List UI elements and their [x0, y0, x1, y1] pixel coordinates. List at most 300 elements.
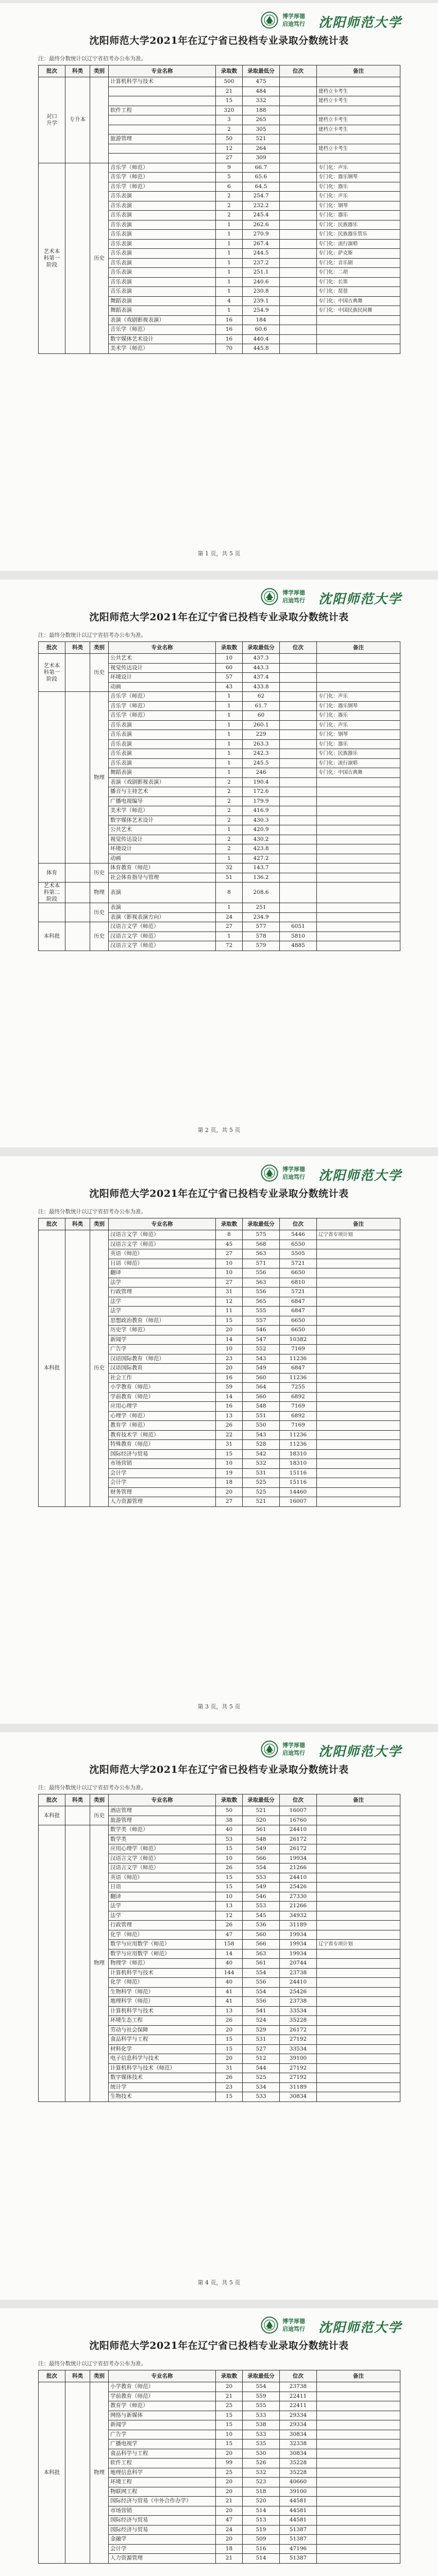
major-name-cell: 软件工程 — [109, 2459, 216, 2468]
admitted-count-cell: 15 — [216, 2035, 243, 2045]
document-note: 注：最终分数统计以辽宁省招考办公布为准。 — [38, 632, 146, 638]
subject-cell: 物理 — [90, 883, 109, 903]
rank-cell — [280, 192, 317, 201]
rank-cell: 47196 — [280, 2544, 317, 2554]
min-score-cell: 516 — [243, 2544, 280, 2554]
admitted-count-cell: 26 — [216, 1421, 243, 1431]
university-logo — [261, 1164, 411, 1183]
admitted-count-cell: 14 — [216, 1392, 243, 1402]
major-name-cell: 音乐表演 — [109, 277, 216, 287]
admitted-count-cell: 26 — [216, 1863, 243, 1873]
min-score-cell: 267.4 — [243, 239, 280, 249]
subject-cell: 历史 — [90, 922, 109, 951]
admitted-count-cell: 1 — [216, 720, 243, 730]
major-name-cell: 舞蹈表演 — [109, 306, 216, 316]
rank-cell: 20744 — [280, 1959, 317, 1969]
rank-cell — [280, 106, 317, 115]
remark-cell — [317, 1430, 400, 1440]
min-score-cell: 443.3 — [243, 663, 280, 673]
min-score-cell: 557 — [243, 1316, 280, 1326]
admitted-count-cell: 20 — [216, 2449, 243, 2459]
rank-cell — [280, 163, 317, 173]
min-score-cell: 568 — [243, 1240, 280, 1249]
rank-cell: 7169 — [280, 1345, 317, 1354]
min-score-cell: 549 — [243, 1883, 280, 1892]
admitted-count-cell: 1 — [216, 854, 243, 863]
admitted-count-cell: 1 — [216, 903, 243, 913]
min-score-cell: 546 — [243, 1892, 280, 1902]
admitted-count-cell: 59 — [216, 1383, 243, 1393]
admitted-count-cell: 158 — [216, 1940, 243, 1950]
admitted-count-cell: 31 — [216, 2063, 243, 2073]
remark-cell — [317, 1364, 400, 1374]
remark-cell: 专门化：声乐 — [317, 192, 400, 201]
major-name-cell: 播音与主持艺术 — [109, 787, 216, 797]
major-name-cell: 广告学 — [109, 2430, 216, 2439]
rank-cell — [280, 654, 317, 664]
document-title: 沈阳师范大学2021年在辽宁省已投档专业录取分数统计表 — [89, 35, 349, 46]
remark-cell: 专门化：民族器乐管乐 — [317, 230, 400, 240]
column-header: 录取数 — [216, 1794, 243, 1806]
rank-cell: 7169 — [280, 1402, 317, 1412]
admitted-count-cell: 47 — [216, 1930, 243, 1940]
rank-cell: 23738 — [280, 1968, 317, 1978]
admitted-count-cell: 27 — [216, 1249, 243, 1259]
remark-cell — [317, 796, 400, 806]
admitted-count-cell: 20 — [216, 2025, 243, 2035]
min-score-cell: 563 — [243, 1278, 280, 1287]
rank-cell: 24410 — [280, 1873, 317, 1883]
major-name-cell: 人力资源管理 — [109, 1497, 216, 1507]
university-motto: 博学厚德 启迪笃行 — [282, 2318, 305, 2332]
remark-cell: 建档立卡考生 — [317, 96, 400, 106]
major-name-cell — [109, 115, 216, 125]
table-row — [39, 903, 400, 913]
min-score-cell: 262.6 — [243, 220, 280, 230]
remark-cell: 专门化：萨克斯 — [317, 249, 400, 259]
rank-cell: 19934 — [280, 1940, 317, 1950]
min-score-cell: 543 — [243, 1354, 280, 1364]
major-name-cell: 统计学 — [109, 2082, 216, 2092]
min-score-cell: 543 — [243, 1430, 280, 1440]
remark-cell — [317, 1326, 400, 1335]
table-row — [39, 163, 400, 173]
rank-cell: 39100 — [280, 2487, 317, 2497]
min-score-cell: 533 — [243, 2092, 280, 2102]
document-title: 沈阳师范大学2021年在辽宁省已投档专业录取分数统计表 — [89, 1764, 349, 1775]
major-name-cell: 物联网工程 — [109, 2487, 216, 2497]
major-name-cell: 心理学（师范） — [109, 1411, 216, 1421]
table-header-row — [39, 1794, 400, 1806]
rank-cell — [280, 663, 317, 673]
admitted-count-cell: 320 — [216, 106, 243, 115]
column-header: 录取数 — [216, 65, 243, 77]
major-name-cell: 思想政治教育（师范） — [109, 1316, 216, 1326]
column-header: 录取最低分 — [243, 1218, 280, 1230]
min-score-cell: 61.7 — [243, 701, 280, 711]
major-name-cell: 环境设计 — [109, 844, 216, 854]
admitted-count-cell: 22 — [216, 1430, 243, 1440]
admission-score-table — [38, 2370, 400, 2564]
min-score-cell: 242.3 — [243, 749, 280, 759]
rank-cell: 31189 — [280, 2082, 317, 2092]
rank-cell: 27192 — [280, 2035, 317, 2045]
admitted-count-cell: 10 — [216, 1259, 243, 1268]
remark-cell — [317, 903, 400, 913]
document-page — [0, 1156, 438, 1724]
min-score-cell: 579 — [243, 941, 280, 951]
min-score-cell: 260.1 — [243, 720, 280, 730]
rank-cell — [280, 115, 317, 125]
remark-cell — [317, 1968, 400, 1978]
remark-cell — [317, 1816, 400, 1825]
major-name-cell: 英语（师范） — [109, 1873, 216, 1883]
remark-cell — [317, 77, 400, 87]
major-name-cell — [109, 144, 216, 154]
major-name-cell: 音乐表演 — [109, 249, 216, 259]
major-name-cell: 社会工作 — [109, 1373, 216, 1383]
min-score-cell: 554 — [243, 1968, 280, 1978]
column-header: 类别 — [90, 65, 109, 77]
admitted-count-cell: 144 — [216, 1968, 243, 1978]
major-name-cell: 表演 — [109, 903, 216, 913]
remark-cell — [317, 1421, 400, 1431]
university-seal-icon — [261, 11, 278, 29]
rank-cell — [280, 268, 317, 278]
admitted-count-cell: 25 — [216, 2468, 243, 2478]
major-name-cell: 公共艺术 — [109, 654, 216, 664]
rank-cell — [280, 87, 317, 96]
rank-cell: 6051 — [280, 922, 317, 932]
major-name-cell: 环境设计 — [109, 673, 216, 683]
remark-cell — [317, 912, 400, 922]
major-name-cell: 旅游管理 — [109, 134, 216, 144]
remark-cell — [317, 1287, 400, 1297]
remark-cell — [317, 2063, 400, 2073]
rank-cell: 39100 — [280, 2054, 317, 2064]
remark-cell — [317, 2459, 400, 2468]
rank-cell: 51387 — [280, 2535, 317, 2545]
rank-cell: 21266 — [280, 1863, 317, 1873]
remark-cell — [317, 2525, 400, 2535]
min-score-cell: 532 — [243, 2468, 280, 2478]
remark-cell — [317, 2516, 400, 2526]
admitted-count-cell: 21 — [216, 2497, 243, 2506]
major-name-cell: 汉语言文学（师范） — [109, 1230, 216, 1240]
major-name-cell: 音乐表演 — [109, 720, 216, 730]
min-score-cell: 553 — [243, 1902, 280, 1911]
column-header: 位次 — [280, 65, 317, 77]
remark-cell: 辽宁省专项计划 — [317, 1940, 400, 1950]
column-header: 位次 — [280, 1794, 317, 1806]
rank-cell — [280, 315, 317, 325]
remark-cell: 专门化：钢琴 — [317, 730, 400, 740]
admitted-count-cell: 15 — [216, 1883, 243, 1892]
remark-cell — [317, 1297, 400, 1307]
university-logo — [261, 2316, 411, 2335]
min-score-cell: 528 — [243, 1440, 280, 1450]
rank-cell: 33534 — [280, 2044, 317, 2054]
admitted-count-cell: 16 — [216, 325, 243, 335]
admitted-count-cell: 2 — [216, 777, 243, 787]
min-score-cell: 416.9 — [243, 806, 280, 816]
min-score-cell: 509 — [243, 2535, 280, 2545]
remark-cell — [317, 1411, 400, 1421]
column-header: 专业名称 — [109, 642, 216, 654]
admitted-count-cell: 20 — [216, 2382, 243, 2392]
rank-cell: 30834 — [280, 2430, 317, 2439]
category-cell — [65, 883, 90, 903]
major-name-cell: 计算机科学与技术（师范） — [109, 2063, 216, 2073]
remark-cell: 专门化：中国古典舞 — [317, 296, 400, 306]
rank-cell: 34932 — [280, 1911, 317, 1921]
min-score-cell: 554 — [243, 1987, 280, 1997]
min-score-cell: 244.5 — [243, 249, 280, 259]
document-title: 沈阳师范大学2021年在辽宁省已投档专业录取分数统计表 — [89, 2340, 349, 2351]
category-cell — [65, 922, 90, 951]
min-score-cell: 578 — [243, 931, 280, 941]
major-name-cell: 视觉传达设计 — [109, 663, 216, 673]
university-name-logo: 沈阳师范大学 — [318, 2320, 402, 2335]
min-score-cell: 563 — [243, 1249, 280, 1259]
rank-cell: 11236 — [280, 1373, 317, 1383]
major-name-cell: 日语 — [109, 1883, 216, 1892]
column-header: 录取数 — [216, 1218, 243, 1230]
remark-cell — [317, 1873, 400, 1883]
min-score-cell: 514 — [243, 2506, 280, 2516]
min-score-cell: 518 — [243, 2487, 280, 2497]
min-score-cell: 208.6 — [243, 883, 280, 903]
rank-cell: 5721 — [280, 1259, 317, 1268]
remark-cell — [317, 883, 400, 903]
remark-cell — [317, 844, 400, 854]
admitted-count-cell: 19 — [216, 1468, 243, 1478]
remark-cell: 专门化：器乐 — [317, 711, 400, 721]
rank-cell — [280, 249, 317, 259]
batch-cell: 艺术本 科第一 阶段 — [39, 654, 65, 692]
category-cell — [65, 163, 90, 353]
rank-cell: 6810 — [280, 1278, 317, 1287]
min-score-cell: 526 — [243, 2459, 280, 2468]
table-row — [39, 1230, 400, 1240]
remark-cell — [317, 2092, 400, 2102]
min-score-cell: 251.1 — [243, 268, 280, 278]
min-score-cell: 542 — [243, 1449, 280, 1459]
admitted-count-cell: 26 — [216, 1921, 243, 1930]
table-header-row — [39, 1218, 400, 1230]
min-score-cell: 190.4 — [243, 777, 280, 787]
category-cell — [65, 863, 90, 883]
rank-cell — [280, 912, 317, 922]
rank-cell — [280, 796, 317, 806]
min-score-cell: 555 — [243, 1307, 280, 1316]
column-header: 科类 — [65, 2370, 90, 2382]
min-score-cell: 237.2 — [243, 258, 280, 268]
rank-cell: 5721 — [280, 1287, 317, 1297]
admitted-count-cell: 5 — [216, 173, 243, 182]
remark-cell — [317, 1949, 400, 1959]
column-header: 位次 — [280, 1218, 317, 1230]
remark-cell: 辽宁省专项计划 — [317, 1230, 400, 1240]
table-row — [39, 863, 400, 873]
major-name-cell: 食品科学与工程 — [109, 2035, 216, 2045]
admitted-count-cell: 15 — [216, 1844, 243, 1854]
major-name-cell: 广播电视编导 — [109, 796, 216, 806]
major-name-cell: 动画 — [109, 854, 216, 863]
subject-cell: 历史 — [90, 1806, 109, 1825]
admitted-count-cell: 15 — [216, 1873, 243, 1883]
university-motto: 博学厚德 启迪笃行 — [282, 13, 305, 27]
admitted-count-cell: 32 — [216, 863, 243, 873]
rank-cell: 11236 — [280, 1430, 317, 1440]
admitted-count-cell: 2 — [216, 835, 243, 844]
admitted-count-cell: 14 — [216, 1949, 243, 1959]
table-row — [39, 883, 400, 903]
rank-cell — [280, 344, 317, 354]
major-name-cell: 新闻学 — [109, 2420, 216, 2430]
major-name-cell: 地理信息科学 — [109, 2468, 216, 2478]
major-name-cell: 数学类（师范） — [109, 1825, 216, 1835]
min-score-cell: 575 — [243, 1230, 280, 1240]
remark-cell — [317, 682, 400, 692]
admitted-count-cell: 2 — [216, 844, 243, 854]
remark-cell — [317, 1440, 400, 1450]
rank-cell: 29334 — [280, 2411, 317, 2420]
remark-cell — [317, 1978, 400, 1988]
column-header: 科类 — [65, 1218, 90, 1230]
rank-cell — [280, 334, 317, 344]
remark-cell — [317, 1449, 400, 1459]
rank-cell: 35228 — [280, 2459, 317, 2468]
remark-cell: 专门化：器乐钢琴 — [317, 173, 400, 182]
remark-cell — [317, 2401, 400, 2411]
remark-cell — [317, 1259, 400, 1268]
min-score-cell: 527 — [243, 2044, 280, 2054]
remark-cell — [317, 777, 400, 787]
remark-cell: 建档立卡考生 — [317, 115, 400, 125]
min-score-cell: 232.2 — [243, 201, 280, 211]
column-header: 录取最低分 — [243, 2370, 280, 2382]
major-name-cell: 广播电视学 — [109, 2439, 216, 2449]
remark-cell: 建档立卡考生 — [317, 125, 400, 134]
batch-cell: 本科批 — [39, 1806, 65, 1825]
major-name-cell: 软件工程 — [109, 106, 216, 115]
rank-cell: 19934 — [280, 1949, 317, 1959]
admitted-count-cell: 3 — [216, 115, 243, 125]
remark-cell — [317, 325, 400, 335]
min-score-cell: 531 — [243, 2035, 280, 2045]
min-score-cell: 514 — [243, 2554, 280, 2564]
admitted-count-cell: 45 — [216, 1240, 243, 1249]
subject-cell: 历史 — [90, 863, 109, 883]
min-score-cell: 430.2 — [243, 835, 280, 844]
document-page — [0, 580, 438, 1147]
admitted-count-cell: 99 — [216, 2459, 243, 2468]
rank-cell — [280, 816, 317, 825]
remark-cell — [317, 835, 400, 844]
major-name-cell: 社会体育指导与管理 — [109, 873, 216, 883]
rank-cell: 44581 — [280, 2516, 317, 2526]
min-score-cell: 561 — [243, 1825, 280, 1835]
min-score-cell: 60 — [243, 711, 280, 721]
major-name-cell: 舞蹈表演 — [109, 296, 216, 306]
table-row — [39, 2382, 400, 2392]
major-name-cell: 历史学（师范） — [109, 1326, 216, 1335]
rank-cell: 6650 — [280, 1316, 317, 1326]
major-name-cell: 动画 — [109, 682, 216, 692]
rank-cell — [280, 306, 317, 316]
admission-score-table — [38, 1794, 400, 2102]
major-name-cell: 酒店管理 — [109, 1806, 216, 1816]
major-name-cell: 行政管理 — [109, 1921, 216, 1930]
admitted-count-cell: 70 — [216, 344, 243, 354]
rank-cell — [280, 720, 317, 730]
admitted-count-cell: 51 — [216, 873, 243, 883]
major-name-cell: 学前教育（师范） — [109, 1392, 216, 1402]
rank-cell — [280, 154, 317, 163]
category-cell — [65, 692, 90, 863]
rank-cell — [280, 854, 317, 863]
min-score-cell: 521 — [243, 1497, 280, 1507]
admitted-count-cell: 20 — [216, 2487, 243, 2497]
admission-score-table — [38, 641, 400, 951]
rank-cell: 6892 — [280, 1411, 317, 1421]
min-score-cell: 566 — [243, 1854, 280, 1863]
admitted-count-cell: 10 — [216, 2430, 243, 2439]
rank-cell: 51387 — [280, 2525, 317, 2535]
rank-cell: 5810 — [280, 931, 317, 941]
major-name-cell: 音乐学（师范） — [109, 173, 216, 182]
rank-cell — [280, 125, 317, 134]
remark-cell — [317, 2497, 400, 2506]
remark-cell — [317, 1921, 400, 1930]
major-name-cell: 教育学（师范） — [109, 2401, 216, 2411]
min-score-cell: 239.1 — [243, 296, 280, 306]
column-header: 备注 — [317, 1794, 400, 1806]
rank-cell: 6847 — [280, 1364, 317, 1374]
min-score-cell: 565 — [243, 1297, 280, 1307]
min-score-cell: 564 — [243, 1383, 280, 1393]
rank-cell — [280, 739, 317, 749]
remark-cell — [317, 1854, 400, 1863]
min-score-cell: 559 — [243, 2392, 280, 2401]
remark-cell: 建档立卡考生 — [317, 87, 400, 96]
admitted-count-cell: 1 — [216, 306, 243, 316]
rank-cell — [280, 806, 317, 816]
admitted-count-cell: 40 — [216, 1978, 243, 1988]
admitted-count-cell: 15 — [216, 2092, 243, 2102]
column-header: 专业名称 — [109, 1218, 216, 1230]
min-score-cell: 437.4 — [243, 673, 280, 683]
major-name-cell: 计算机科学与技术 — [109, 1968, 216, 1978]
min-score-cell: 538 — [243, 2420, 280, 2430]
remark-cell: 专门化：器乐 — [317, 211, 400, 221]
rank-cell: 10382 — [280, 1335, 317, 1345]
university-seal-icon — [261, 1740, 278, 1758]
rank-cell: 21266 — [280, 1902, 317, 1911]
major-name-cell: 表演（影视表演方向） — [109, 912, 216, 922]
remark-cell: 专门化：流行演唱 — [317, 239, 400, 249]
min-score-cell: 264 — [243, 144, 280, 154]
major-name-cell: 汉语言文学（师范） — [109, 931, 216, 941]
major-name-cell: 数学类 — [109, 1835, 216, 1844]
admitted-count-cell: 1 — [216, 230, 243, 240]
major-name-cell: 汉语言文学（师范） — [109, 1240, 216, 1249]
rank-cell — [280, 692, 317, 702]
admitted-count-cell: 2 — [216, 787, 243, 797]
min-score-cell: 143.7 — [243, 863, 280, 873]
min-score-cell: 188 — [243, 106, 280, 115]
